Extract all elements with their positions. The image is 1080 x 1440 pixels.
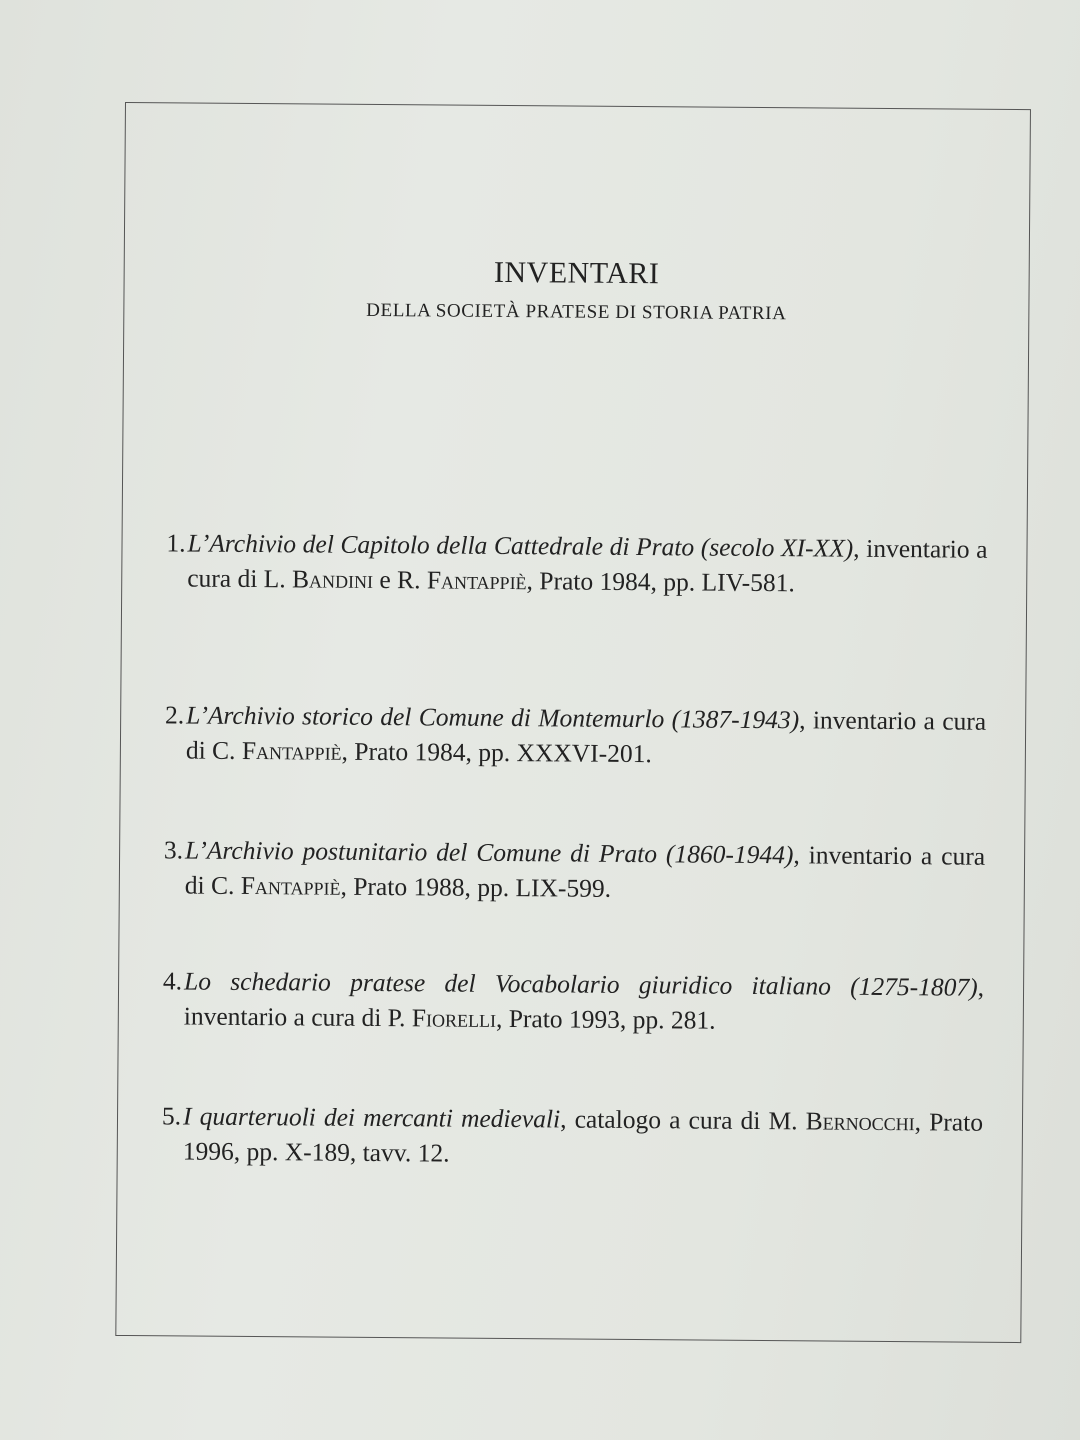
list-item bbox=[155, 832, 986, 909]
list-item bbox=[157, 525, 988, 602]
entry-title: L’Archivio del Capitolo della Cattedrale di Prato (secolo XI-XX) bbox=[187, 528, 854, 563]
entry-author: Bandini bbox=[291, 564, 374, 594]
entry-title: L’Archivio postunitario del Comune di Prato (1860-1944) bbox=[185, 835, 794, 870]
entry-author: Fantappiè bbox=[240, 870, 341, 901]
entry-author: Fiorelli bbox=[411, 1003, 497, 1033]
entry-mid: e R. bbox=[372, 564, 427, 595]
entry-text bbox=[186, 698, 987, 774]
list-item bbox=[153, 1098, 984, 1175]
entry-text bbox=[185, 832, 986, 908]
entry-post: , Prato 1993, pp. 281. bbox=[495, 1003, 716, 1035]
entry-pre: , inventario a cura di C. bbox=[185, 705, 987, 765]
entry-author-2: Fantappiè bbox=[426, 565, 527, 596]
entry-text bbox=[184, 963, 985, 1039]
entry-post: , Prato 1984, pp. XXXVI-201. bbox=[341, 736, 652, 769]
entry-number: 3. bbox=[163, 835, 184, 865]
page-subtitle: DELLA SOCIETÀ PRATESE DI STORIA PATRIA bbox=[366, 299, 787, 325]
entry-title: I quarteruoli dei mercanti medievali bbox=[182, 1101, 561, 1134]
entry-post: , Prato 1988, pp. LIX-599. bbox=[340, 871, 612, 903]
entry-number: 5. bbox=[161, 1101, 182, 1131]
entry-number: 2. bbox=[164, 700, 185, 730]
entry-title: L’Archivio storico del Comune di Montemurlo (1387-1943) bbox=[186, 700, 800, 735]
entry-text bbox=[183, 1098, 984, 1174]
page-frame bbox=[115, 102, 1031, 1343]
entry-pre: , inventario a cura di L. bbox=[187, 533, 988, 594]
entry-number: 4. bbox=[162, 966, 183, 996]
entry-text bbox=[187, 526, 988, 602]
entry-pre: , catalogo a cura di M. bbox=[560, 1104, 806, 1136]
entry-post: , Prato 1984, pp. LIV-581. bbox=[526, 566, 795, 598]
entry-author: Fantappiè bbox=[241, 735, 342, 766]
entry-pre: , inventario a cura di C. bbox=[184, 840, 986, 900]
entry-author: Bernocchi bbox=[805, 1106, 915, 1137]
list-item bbox=[154, 963, 985, 1040]
entry-post: , Prato 1996, pp. X-189, tavv. 12. bbox=[182, 1107, 984, 1168]
entry-pre: , inventario a cura di P. bbox=[183, 972, 985, 1033]
page-title: INVENTARI bbox=[493, 255, 660, 291]
entry-title: Lo schedario pratese del Vocabolario giuridico italiano (1275-1807) bbox=[183, 966, 978, 1002]
entry-number: 1. bbox=[166, 528, 186, 558]
list-item bbox=[156, 697, 987, 774]
